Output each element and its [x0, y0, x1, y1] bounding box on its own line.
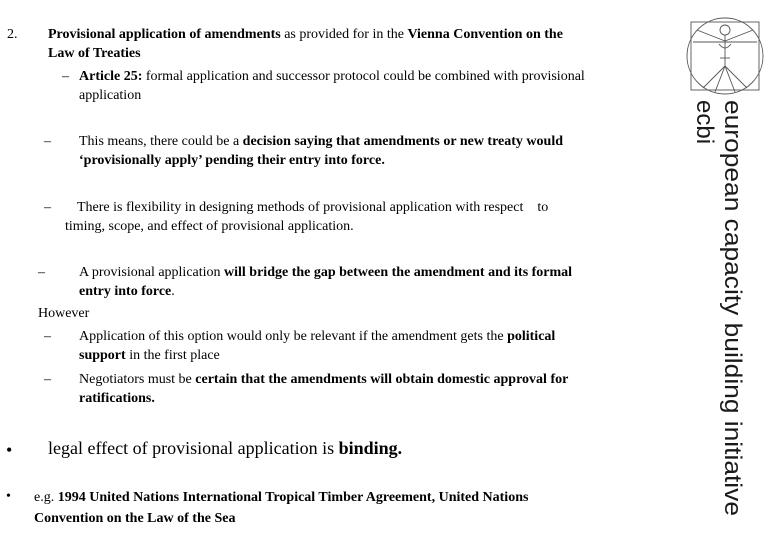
relevant-line-2 [79, 346, 220, 365]
bridge-bold: will bridge the gap between the amendment and its formal [224, 265, 573, 280]
means-line-2: ‘provisionally apply’ pending their entry into force. [79, 153, 385, 168]
sidebar-brand [691, 100, 757, 520]
heading-line-2: Law of Treaties [48, 46, 141, 61]
example-line-2: Convention on the Law of the Sea [34, 511, 236, 526]
article-text: formal application and successor protocol could be combined with provisional [142, 69, 585, 84]
bullet-marker: • [6, 440, 13, 460]
article-line-2: application [79, 88, 142, 103]
dash-marker: – [44, 200, 51, 215]
means-item [79, 132, 563, 151]
legal-bold: binding. [338, 438, 403, 458]
relevant-pre: Application of this option would only be relevant if the amendment gets the [79, 329, 508, 344]
negotiators-line-2: ratifications. [79, 391, 155, 406]
dash-marker: – [44, 134, 51, 149]
section-heading [48, 25, 563, 44]
sidebar-brand-line-2: ecbi [691, 100, 718, 145]
bridge-pre: A provisional application [79, 265, 225, 280]
article-25-item [79, 67, 585, 86]
however-label: However [38, 306, 90, 321]
relevant-line-2-end: in the first place [125, 348, 220, 363]
flexibility-item: There is flexibility in designing methods of provisional application with respect to [77, 200, 549, 215]
section-number: 2. [7, 27, 18, 42]
negotiators-item [79, 370, 568, 389]
example-item [34, 488, 528, 507]
relevant-item [79, 327, 555, 346]
means-pre: This means, there could be a [79, 134, 243, 149]
article-label: Article 25: [79, 69, 143, 84]
flexibility-line-2: timing, scope, and effect of provisional application. [65, 219, 354, 234]
bridge-item [79, 263, 572, 282]
dash-marker: – [38, 265, 45, 280]
legal-effect-item [48, 437, 402, 459]
dash-marker: – [62, 69, 69, 84]
vitruvian-man-icon [683, 8, 767, 102]
vitruvian-man-logo [683, 8, 767, 102]
means-bold: decision saying that amendments or new treaty would [242, 134, 563, 149]
negotiators-pre: Negotiators must be [79, 372, 196, 387]
negotiators-bold: certain that the amendments will obtain domestic approval for [195, 372, 569, 387]
dash-marker: – [44, 372, 51, 387]
relevant-bold: political [507, 329, 556, 344]
bridge-line-2 [79, 282, 175, 301]
example-bold: 1994 United Nations International Tropical Timber Agreement, United Nations [57, 490, 529, 505]
heading-bold: Provisional application of amendments [48, 27, 281, 42]
dash-marker: – [44, 329, 51, 344]
bullet-marker: • [6, 489, 11, 504]
bridge-line-2-end: . [171, 284, 175, 299]
sidebar-brand-line-1: european capacity building initiative [719, 100, 746, 479]
example-pre: e.g. [34, 490, 58, 505]
heading-bold-2: Vienna Convention on the [407, 27, 563, 42]
heading-mid: as provided for in the [280, 27, 408, 42]
bridge-line-2-bold: entry into force [79, 284, 172, 299]
relevant-line-2-bold: support [79, 348, 126, 363]
legal-pre: legal effect of provisional application is [48, 438, 339, 458]
